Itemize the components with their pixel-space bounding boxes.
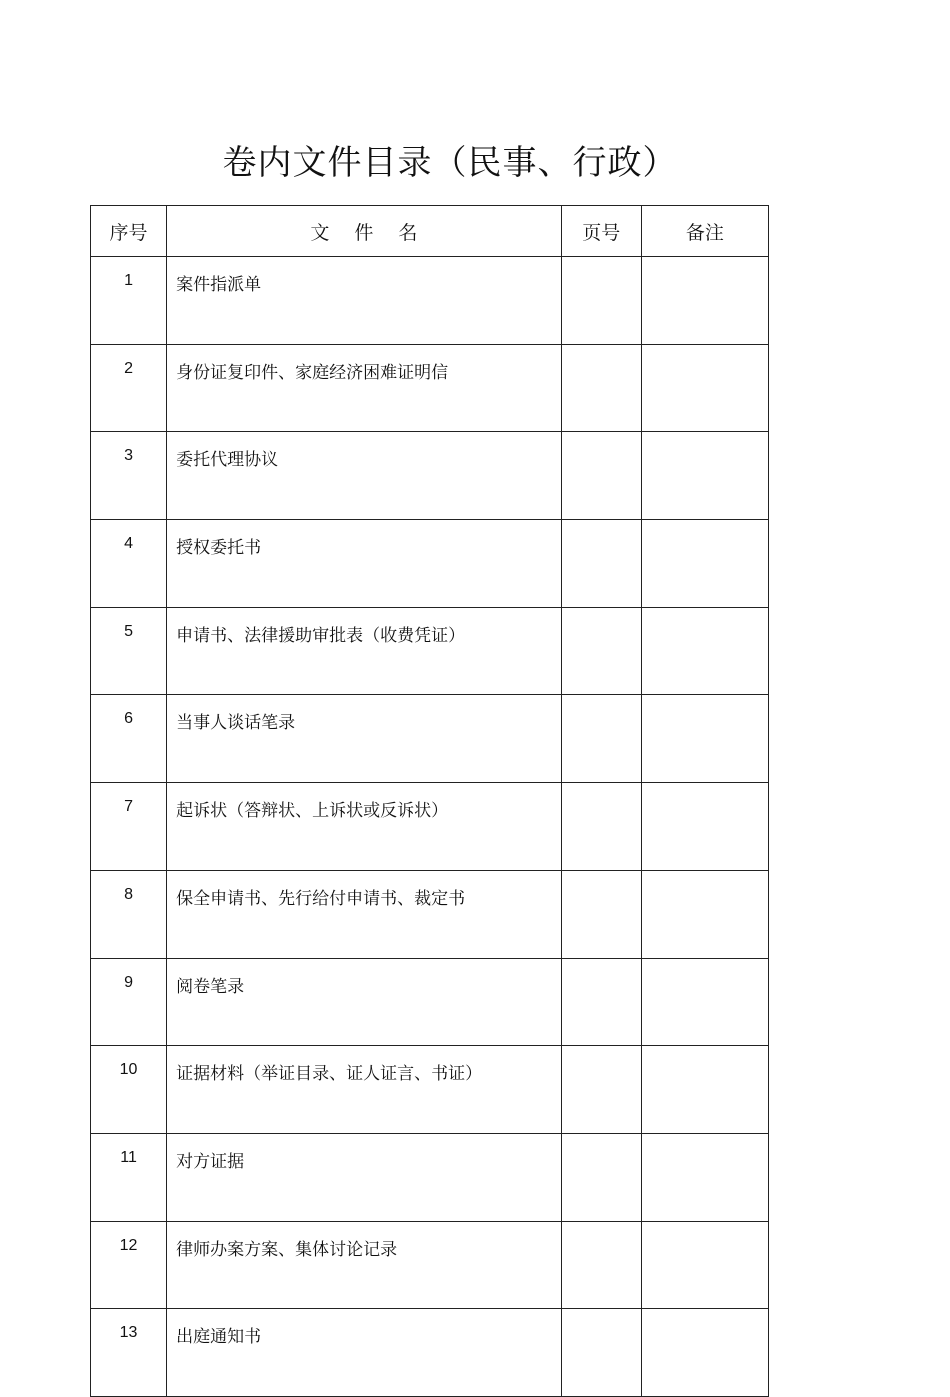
table-row (91, 432, 769, 520)
row-serial-number: 13 (91, 1309, 167, 1397)
row-page-number (561, 958, 641, 1046)
row-file-name: 阅卷笔录 (167, 958, 562, 1046)
row-page-number (561, 257, 641, 345)
row-page-number (561, 695, 641, 783)
row-serial-number: 12 (91, 1221, 167, 1309)
table-row (91, 257, 769, 345)
row-remarks (641, 958, 768, 1046)
row-remarks (641, 1046, 768, 1134)
header-page-number: 页号 (561, 206, 641, 257)
row-file-name: 身份证复印件、家庭经济困难证明信 (167, 344, 562, 432)
row-page-number (561, 607, 641, 695)
row-page-number (561, 432, 641, 520)
row-file-name: 律师办案方案、集体讨论记录 (167, 1221, 562, 1309)
table-row (91, 1221, 769, 1309)
row-remarks (641, 344, 768, 432)
row-remarks (641, 695, 768, 783)
row-serial-number: 6 (91, 695, 167, 783)
row-remarks (641, 783, 768, 871)
row-file-name: 案件指派单 (167, 257, 562, 345)
row-remarks (641, 870, 768, 958)
row-remarks (641, 1221, 768, 1309)
table-row (91, 344, 769, 432)
row-serial-number: 10 (91, 1046, 167, 1134)
row-remarks (641, 520, 768, 608)
header-remarks: 备注 (641, 206, 768, 257)
table-row (91, 783, 769, 871)
header-file-name (167, 206, 562, 257)
row-page-number (561, 870, 641, 958)
row-remarks (641, 257, 768, 345)
row-serial-number: 5 (91, 607, 167, 695)
row-page-number (561, 344, 641, 432)
row-file-name: 委托代理协议 (167, 432, 562, 520)
table-row (91, 870, 769, 958)
row-remarks (641, 1309, 768, 1397)
row-remarks (641, 607, 768, 695)
table-body (91, 257, 769, 1397)
row-serial-number: 7 (91, 783, 167, 871)
row-file-name: 授权委托书 (167, 520, 562, 608)
row-remarks (641, 432, 768, 520)
row-serial-number: 3 (91, 432, 167, 520)
table-row (91, 1309, 769, 1397)
row-page-number (561, 1309, 641, 1397)
table-row (91, 1046, 769, 1134)
row-file-name: 证据材料（举证目录、证人证言、书证） (167, 1046, 562, 1134)
row-page-number (561, 1133, 641, 1221)
row-file-name: 申请书、法律援助审批表（收费凭证） (167, 607, 562, 695)
table-row (91, 958, 769, 1046)
row-file-name: 出庭通知书 (167, 1309, 562, 1397)
row-file-name: 对方证据 (167, 1133, 562, 1221)
row-page-number (561, 783, 641, 871)
row-file-name: 保全申请书、先行给付申请书、裁定书 (167, 870, 562, 958)
row-serial-number: 8 (91, 870, 167, 958)
table-row (91, 520, 769, 608)
row-page-number (561, 1046, 641, 1134)
header-file-name-label: 文 件 名 (310, 221, 418, 244)
table-row (91, 1133, 769, 1221)
header-serial-number: 序号 (91, 206, 167, 257)
row-page-number (561, 520, 641, 608)
row-serial-number: 2 (91, 344, 167, 432)
file-catalog-table (90, 205, 769, 1397)
row-remarks (641, 1133, 768, 1221)
row-serial-number: 9 (91, 958, 167, 1046)
row-serial-number: 1 (91, 257, 167, 345)
row-serial-number: 11 (91, 1133, 167, 1221)
row-page-number (561, 1221, 641, 1309)
row-serial-number: 4 (91, 520, 167, 608)
table-header-row (91, 206, 769, 257)
table-row (91, 695, 769, 783)
row-file-name: 当事人谈话笔录 (167, 695, 562, 783)
row-file-name: 起诉状（答辩状、上诉状或反诉状） (167, 783, 562, 871)
table-row (91, 607, 769, 695)
page-title: 卷内文件目录（民事、行政） (222, 143, 678, 183)
